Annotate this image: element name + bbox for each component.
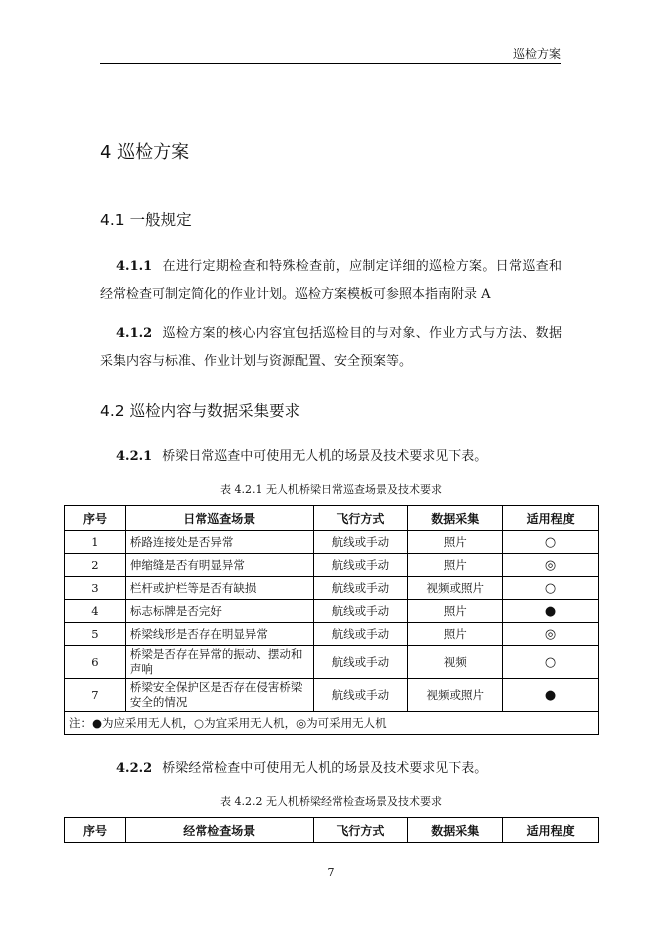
cell-index: 4: [65, 600, 126, 623]
col-header: 经常检查场景: [125, 818, 313, 843]
cell-flight-mode: 航线或手动: [313, 679, 408, 712]
clause-4-1-1: [100, 253, 562, 309]
col-header: 日常巡查场景: [125, 506, 313, 531]
table-row: [65, 623, 599, 646]
cell-index: 3: [65, 577, 126, 600]
cell-applicability: ○: [503, 646, 599, 679]
cell-scenario: 桥梁是否存在异常的振动、摆动和声响: [125, 646, 313, 679]
table-caption-4-2-2: 表 4.2.2 无人机桥梁经常检查场景及技术要求: [220, 795, 442, 808]
clause-4-1-2: [100, 320, 562, 376]
cell-index: 1: [65, 531, 126, 554]
col-header: 适用程度: [503, 506, 599, 531]
cell-data-capture: 照片: [408, 623, 503, 646]
clause-4-2-2: [100, 755, 562, 783]
cell-applicability: ○: [503, 577, 599, 600]
clause-number: 4.1.1: [116, 259, 153, 274]
clause-number: 4.2.2: [116, 761, 153, 776]
col-header: 飞行方式: [313, 818, 408, 843]
subsection-title-4-2: 4.2 巡检内容与数据采集要求: [100, 402, 301, 420]
cell-data-capture: 照片: [408, 600, 503, 623]
table-header-row: [65, 818, 599, 843]
cell-flight-mode: 航线或手动: [313, 623, 408, 646]
cell-scenario: 桥路连接处是否异常: [125, 531, 313, 554]
clause-4-2-1: [100, 443, 562, 471]
page-number: 7: [327, 866, 335, 879]
cell-data-capture: 照片: [408, 531, 503, 554]
cell-scenario: 桥梁安全保护区是否存在侵害桥梁安全的情况: [125, 679, 313, 712]
cell-flight-mode: 航线或手动: [313, 646, 408, 679]
clause-number: 4.1.2: [116, 326, 153, 341]
col-header: 飞行方式: [313, 506, 408, 531]
col-header: 适用程度: [503, 818, 599, 843]
running-header: 巡检方案: [512, 47, 561, 61]
table-caption-4-2-1: 表 4.2.1 无人机桥梁日常巡查场景及技术要求: [220, 483, 442, 496]
cell-applicability: ●: [503, 600, 599, 623]
cell-index: 5: [65, 623, 126, 646]
clause-text: 桥梁日常巡查中可使用无人机的场景及技术要求见下表。: [162, 449, 488, 464]
table-regular-inspection: [64, 817, 599, 843]
cell-applicability: ●: [503, 679, 599, 712]
header-rule: [100, 63, 561, 64]
cell-flight-mode: 航线或手动: [313, 600, 408, 623]
col-header: 数据采集: [408, 818, 503, 843]
cell-data-capture: 视频: [408, 646, 503, 679]
cell-index: 7: [65, 679, 126, 712]
table-note: 注：●为应采用无人机，○为宜采用无人机，◎为可采用无人机: [65, 712, 599, 735]
table-row: [65, 679, 599, 712]
subsection-title-4-1: 4.1 一般规定: [100, 211, 192, 229]
cell-scenario: 桥梁线形是否存在明显异常: [125, 623, 313, 646]
table-header-row: [65, 506, 599, 531]
cell-flight-mode: 航线或手动: [313, 577, 408, 600]
cell-scenario: 伸缩缝是否有明显异常: [125, 554, 313, 577]
table-row: [65, 646, 599, 679]
table-daily-inspection: [64, 505, 599, 735]
cell-flight-mode: 航线或手动: [313, 554, 408, 577]
table-row: [65, 531, 599, 554]
table-row: [65, 554, 599, 577]
col-header: 序号: [65, 506, 126, 531]
cell-index: 2: [65, 554, 126, 577]
cell-data-capture: 视频或照片: [408, 577, 503, 600]
cell-applicability: ◎: [503, 554, 599, 577]
col-header: 序号: [65, 818, 126, 843]
clause-text: 在进行定期检查和特殊检查前，应制定详细的巡检方案。日常巡查和经常检查可制定简化的作业计划。巡检方案模板可参照本指南附录 A: [100, 259, 562, 302]
clause-text: 桥梁经常检查中可使用无人机的场景及技术要求见下表。: [162, 761, 488, 776]
clause-number: 4.2.1: [116, 449, 153, 464]
table-row: [65, 600, 599, 623]
col-header: 数据采集: [408, 506, 503, 531]
cell-data-capture: 视频或照片: [408, 679, 503, 712]
table-note-row: [65, 712, 599, 735]
cell-index: 6: [65, 646, 126, 679]
cell-applicability: ○: [503, 531, 599, 554]
clause-text: 巡检方案的核心内容宜包括巡检目的与对象、作业方式与方法、数据采集内容与标准、作业计划与资源配置、安全预案等。: [100, 326, 562, 369]
cell-data-capture: 照片: [408, 554, 503, 577]
cell-applicability: ◎: [503, 623, 599, 646]
cell-flight-mode: 航线或手动: [313, 531, 408, 554]
cell-scenario: 标志标牌是否完好: [125, 600, 313, 623]
section-title: 4 巡检方案: [100, 142, 190, 163]
cell-scenario: 栏杆或护栏等是否有缺损: [125, 577, 313, 600]
table-row: [65, 577, 599, 600]
